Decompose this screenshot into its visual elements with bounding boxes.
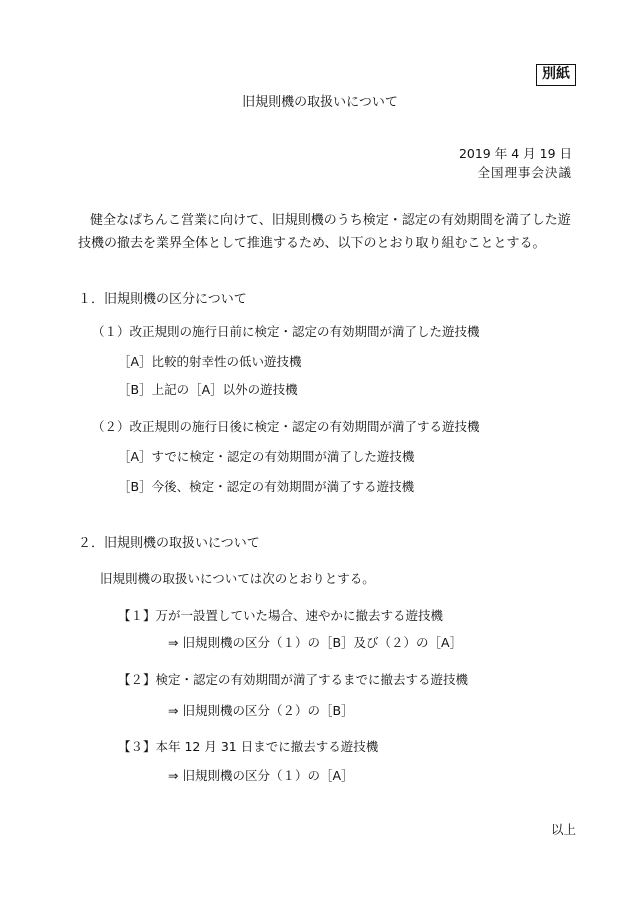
section1-sub1-label: （１）改正規則の施行日前に検定・認定の有効期間が満了した遊技機 xyxy=(92,324,480,339)
section1-sub1-item-a: ［A］比較的射幸性の低い遊技機 xyxy=(118,354,302,369)
handling-item-3-ref: ⇒ 旧規則機の区分（１）の［A］ xyxy=(168,768,354,783)
section2-lead: 旧規則機の取扱いについては次のとおりとする。 xyxy=(100,571,375,586)
section2-heading: ２．旧規則機の取扱いについて xyxy=(78,536,260,551)
section1-sub2-item-b: ［B］今後、検定・認定の有効期間が満了する遊技機 xyxy=(118,479,415,494)
intro-paragraph: 健全なぱちんこ営業に向けて、旧規則機のうち検定・認定の有効期間を満了した遊技機の撤去を業界全体として推進するため、以下のとおり取り組むこととする。 xyxy=(78,213,571,251)
section1-sub2-item-a: ［A］すでに検定・認定の有効期間が満了した遊技機 xyxy=(118,449,415,464)
handling-item-1-ref: ⇒ 旧規則機の区分（１）の［B］及び（２）の［A］ xyxy=(168,635,463,650)
document-title: 旧規則機の取扱いについて xyxy=(242,95,398,110)
handling-item-2-ref: ⇒ 旧規則機の区分（２）の［B］ xyxy=(168,703,354,718)
handling-item-3-label: 【３】本年 12 月 31 日までに撤去する遊技機 xyxy=(118,739,379,754)
issue-date: 2019 年 4 月 19 日 xyxy=(458,146,572,161)
handling-item-1-label: 【１】万が一設置していた場合、速やかに撤去する遊技機 xyxy=(118,608,444,623)
closing-mark: 以上 xyxy=(550,822,576,837)
attachment-stamp: 別紙 xyxy=(536,64,576,86)
section1-sub2-label: （２）改正規則の施行日後に検定・認定の有効期間が満了する遊技機 xyxy=(92,419,480,434)
handling-item-2-label: 【２】検定・認定の有効期間が満了するまでに撤去する遊技機 xyxy=(118,672,469,687)
section1-heading: １．旧規則機の区分について xyxy=(78,292,247,307)
issuer: 全国理事会決議 xyxy=(477,165,572,180)
section1-sub1-item-b: ［B］上記の［A］以外の遊技機 xyxy=(118,382,298,397)
